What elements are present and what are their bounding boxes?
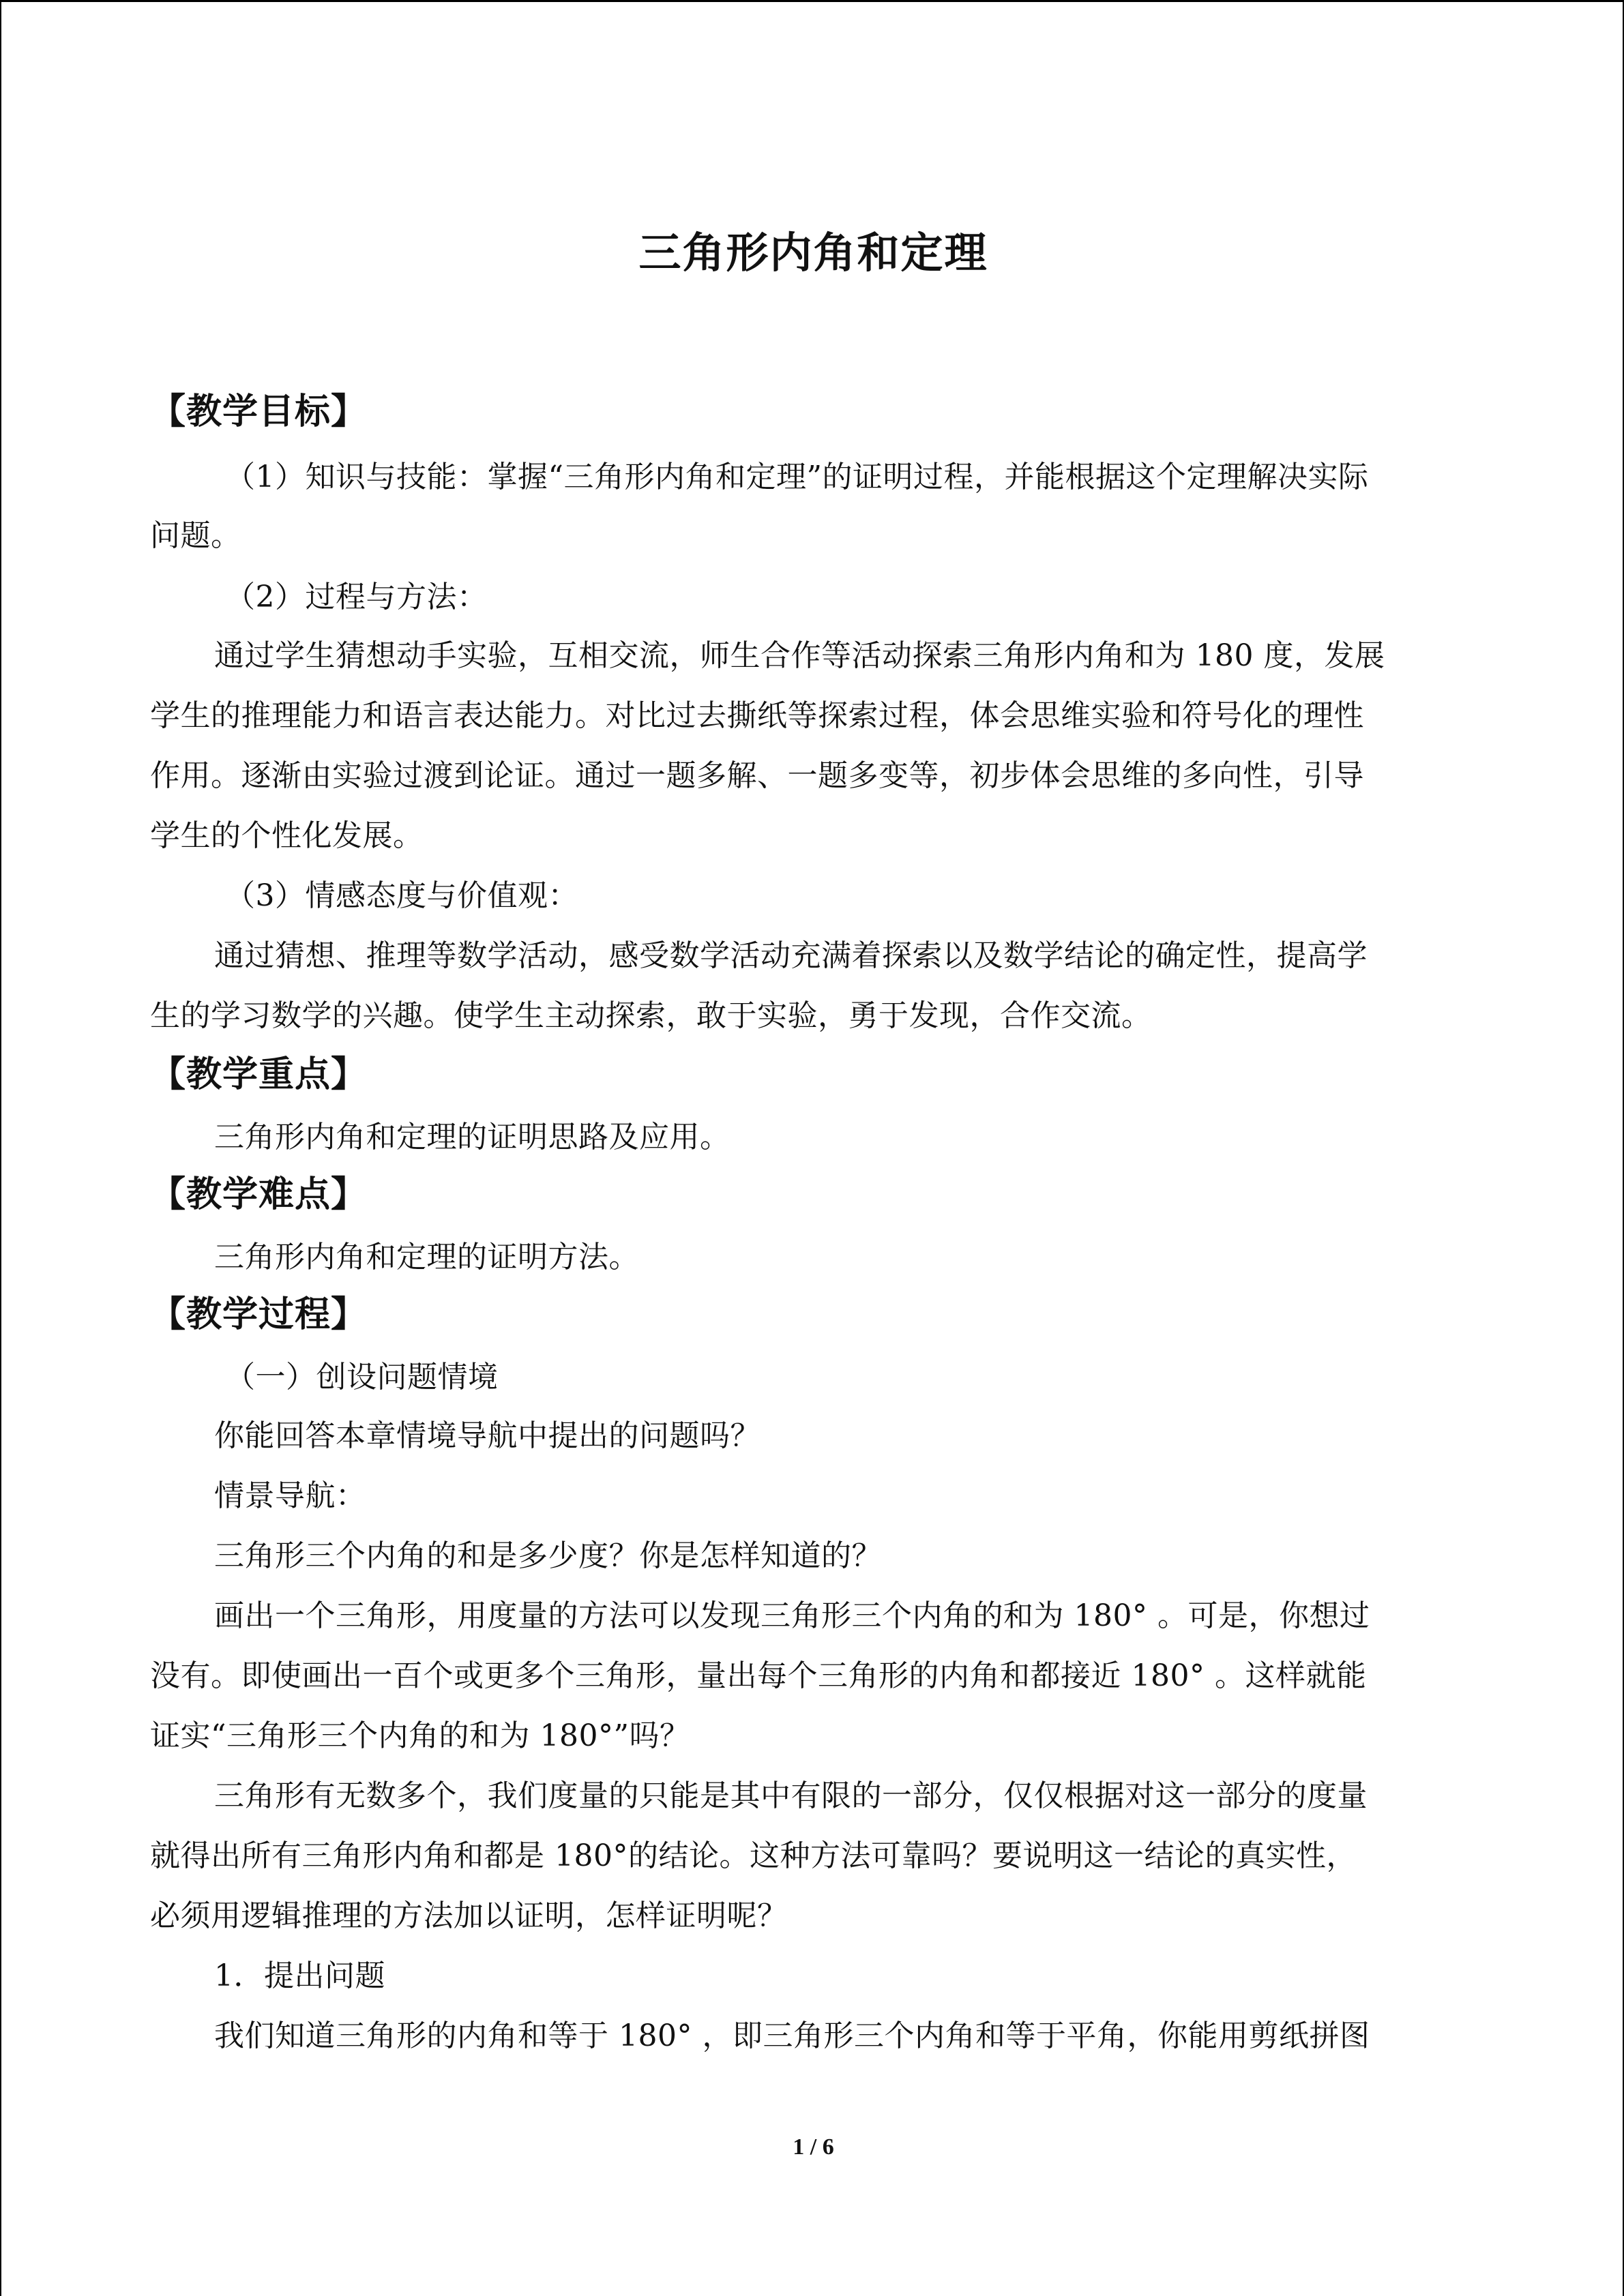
paragraph-line: 1．提出问题 — [214, 1958, 385, 1993]
paragraph-line: 三角形内角和定理的证明思路及应用。 — [214, 1120, 730, 1154]
paragraph-line: 必须用逻辑推理的方法加以证明，怎样证明呢？ — [150, 1898, 788, 1933]
paragraph-line: （1）知识与技能：掌握“三角形内角和定理”的证明过程，并能根据这个定理解决实际 — [225, 460, 1369, 494]
paragraph-line: （一）创设问题情境 — [225, 1360, 499, 1395]
heading-teaching-difficulty: 【教学难点】 — [150, 1174, 368, 1215]
paragraph-line: 三角形内角和定理的证明方法。 — [214, 1240, 639, 1274]
paragraph-line: 三角形三个内角的和是多少度？你是怎样知道的？ — [214, 1538, 882, 1573]
paragraph-line: 学生的推理能力和语言表达能力。对比过去撕纸等探索过程，体会思维实验和符号化的理性 — [150, 698, 1364, 733]
heading-teaching-key: 【教学重点】 — [150, 1054, 368, 1095]
paragraph-line: 证实“三角形三个内角的和为 180°”吗？ — [150, 1718, 690, 1753]
heading-teaching-process: 【教学过程】 — [150, 1294, 368, 1335]
paragraph-line: 生的学习数学的兴趣。使学生主动探索，敢于实验，勇于发现，合作交流。 — [150, 998, 1152, 1033]
paragraph-line: 作用。逐渐由实验过渡到论证。通过一题多解、一题多变等，初步体会思维的多向性，引导 — [150, 758, 1364, 793]
paragraph-line: 通过猜想、推理等数学活动，感受数学活动充满着探索以及数学结论的确定性，提高学 — [214, 938, 1368, 973]
paragraph-line: 就得出所有三角形内角和都是 180°的结论。这种方法可靠吗？要说明这一结论的真实性， — [150, 1838, 1357, 1873]
paragraph-line: 你能回答本章情境导航中提出的问题吗？ — [214, 1418, 761, 1453]
paragraph-line: 学生的个性化发展。 — [150, 818, 424, 853]
paragraph-line: 问题。 — [150, 518, 241, 553]
page-number: 1 / 6 — [793, 2134, 834, 2160]
paragraph-line: 画出一个三角形，用度量的方法可以发现三角形三个内角的和为 180° 。可是，你想过 — [214, 1598, 1370, 1633]
paragraph-line: （2）过程与方法： — [225, 580, 488, 614]
page-title: 三角形内角和定理 — [638, 228, 988, 278]
paragraph-line: 我们知道三角形的内角和等于 180° ，即三角形三个内角和等于平角，你能用剪纸拼图 — [214, 2018, 1370, 2053]
paragraph-line: 情景导航： — [214, 1478, 366, 1513]
paragraph-line: 没有。即使画出一百个或更多个三角形，量出每个三角形的内角和都接近 180° 。这样就能 — [150, 1658, 1367, 1693]
paragraph-line: （3）情感态度与价值观： — [225, 878, 578, 913]
paragraph-line: 三角形有无数多个，我们度量的只能是其中有限的一部分，仅仅根据对这一部分的度量 — [214, 1778, 1368, 1813]
paragraph-line: 通过学生猜想动手实验，互相交流，师生合作等活动探索三角形内角和为 180 度，发展 — [214, 638, 1385, 673]
heading-teaching-goals: 【教学目标】 — [150, 391, 368, 432]
